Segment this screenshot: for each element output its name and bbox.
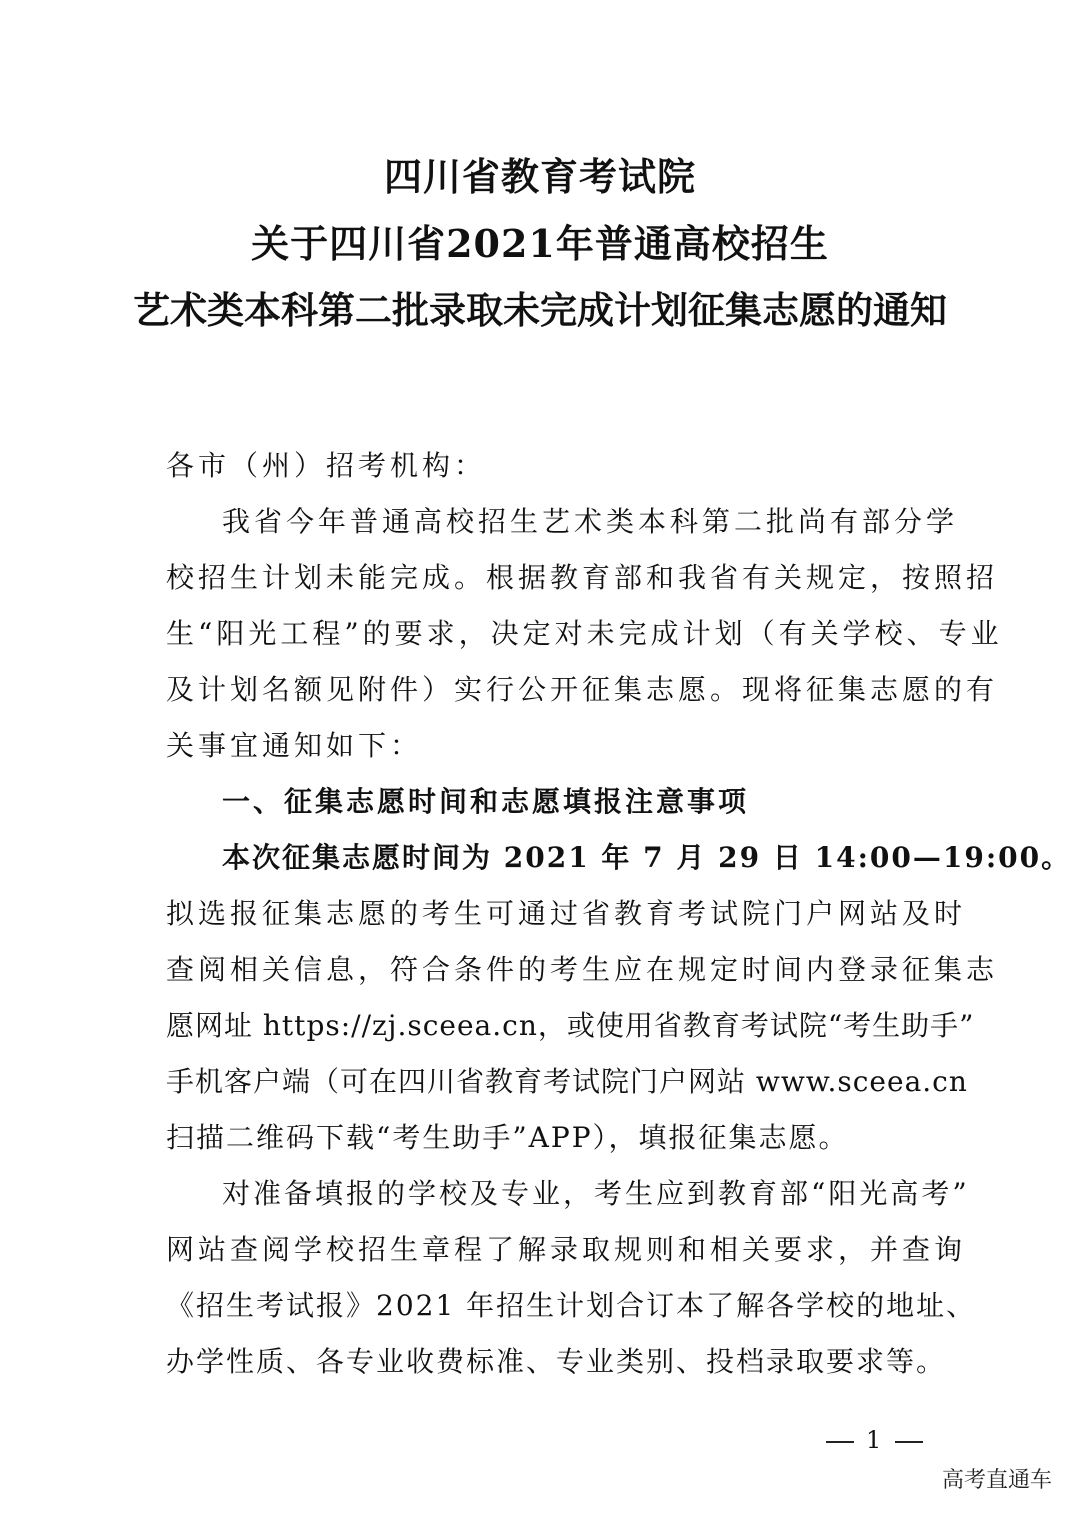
para2-line-5: 扫描二维码下载“考生助手”APP），填报征集志愿。 (166, 1121, 849, 1154)
title-line-2: 关于四川省2021年普通高校招生 (251, 221, 829, 266)
para1-line-4: 及计划名额见附件）实行公开征集志愿。现将征集志愿的有 (166, 673, 999, 706)
para1-line-5: 关事宜通知如下： (166, 729, 423, 762)
para3-line-4: 办学性质、各专业收费标准、专业类别、投档录取要求等。 (166, 1345, 947, 1378)
watermark: 高考直通车 (941, 1468, 1052, 1493)
para1-line-2: 校招生计划未能完成。根据教育部和我省有关规定，按照招 (166, 561, 999, 594)
para2-line-4: 手机客户端（可在四川省教育考试院门户网站 www.sceea.cn (166, 1065, 968, 1098)
para2-line-2: 查阅相关信息，符合条件的考生应在规定时间内登录征集志 (166, 953, 999, 986)
para3-line-2: 网站查阅学校招生章程了解录取规则和相关要求，并查询 (166, 1233, 967, 1266)
page-number-value: 1 (866, 1426, 884, 1454)
title-line-3: 艺术类本科第二批录取未完成计划征集志愿的通知 (133, 288, 947, 332)
para3-line-3: 《招生考试报》2021 年招生计划合订本了解各学校的地址、 (166, 1289, 977, 1322)
para2-time-line: 本次征集志愿时间为 2021 年 7 月 29 日 14:00—19:00。 (222, 841, 1072, 874)
page-number-dash-left (826, 1441, 854, 1443)
para2-line-3: 愿网址 https://zj.sceea.cn，或使用省教育考试院“考生助手” (166, 1009, 975, 1042)
salutation: 各市（州）招考机构： (166, 449, 487, 482)
para1-line-1: 我省今年普通高校招生艺术类本科第二批尚有部分学 (222, 505, 959, 538)
title-line-1: 四川省教育考试院 (383, 154, 696, 199)
page-number (826, 1428, 923, 1452)
section-heading: 一、征集志愿时间和志愿填报注意事项 (222, 785, 750, 818)
para3-line-1: 对准备填报的学校及专业，考生应到教育部“阳光高考” (222, 1177, 970, 1210)
para1-line-3: 生“阳光工程”的要求，决定对未完成计划（有关学校、专业 (166, 617, 1003, 650)
para2-line-1: 拟选报征集志愿的考生可通过省教育考试院门户网站及时 (166, 897, 967, 930)
page-number-dash-right (895, 1441, 923, 1443)
